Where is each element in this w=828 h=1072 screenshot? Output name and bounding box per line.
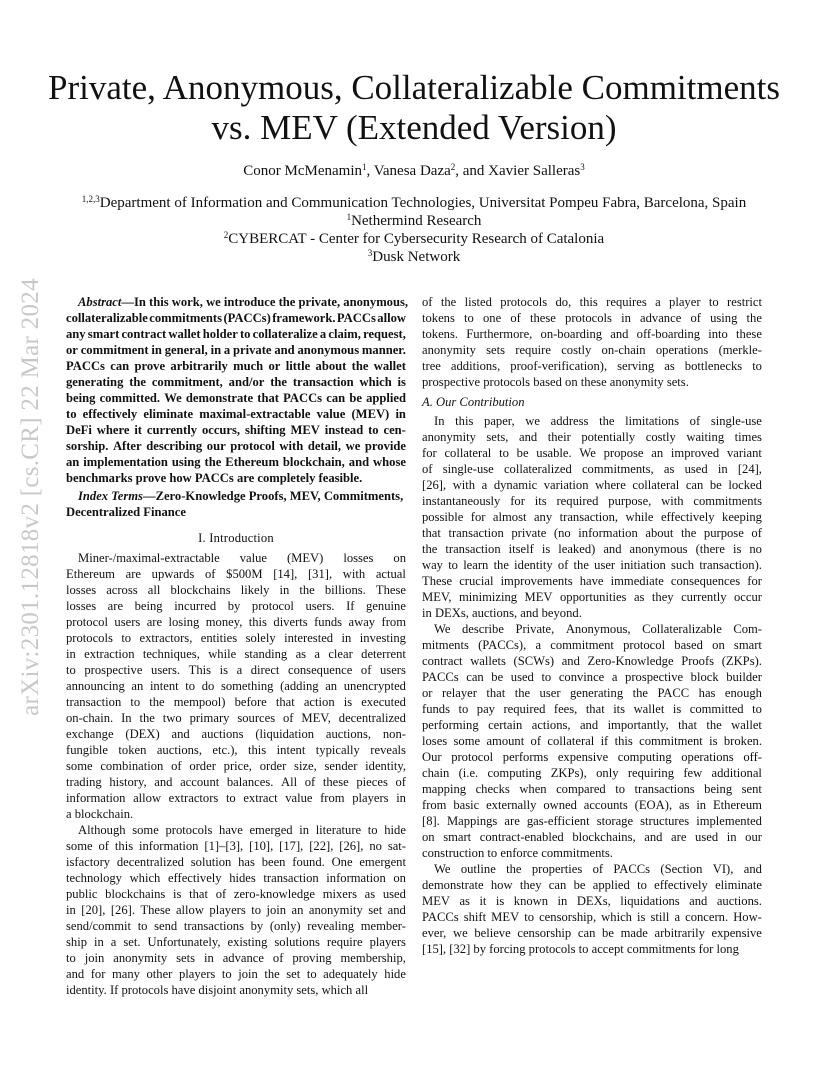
abstract-line: DeFi where it currently occurs, shifting MEV instead to cen-: [66, 423, 406, 437]
right-column: [422, 294, 762, 957]
affiliation-text: Nethermind Research: [351, 213, 482, 229]
author-name: , Vanesa Daza: [366, 163, 451, 179]
paragraph-line: on-chain. In the two primary sources of MEV, decentralized: [66, 711, 406, 725]
paragraph-line: mitments (PACCs), a commitment protocol based on smart: [422, 638, 762, 652]
abstract-line: being committed. We demonstrate that PACCs can be applied: [66, 391, 406, 405]
paragraph-line: send/commit to send transactions by (only) revealing member-: [66, 919, 406, 933]
paragraph-line: in extraction techniques, while standing as a clear deterrent: [66, 647, 406, 661]
author-sup: 1: [362, 162, 367, 172]
abstract-line: or commitment in general, in a private and anonymous manner.: [66, 343, 406, 357]
paragraph-line: contract wallets (SCWs) and Zero-Knowledge Proofs (ZKPs).: [422, 654, 762, 668]
paragraph-line: prospective protocols based on these anonymity sets.: [422, 375, 689, 389]
abstract-line: generating the commitment, and/or the transaction which is: [66, 375, 406, 389]
paragraph-line: technology which effectively hides transaction information on: [66, 871, 406, 885]
text-line-content: In this work, we introduce the private, anonymous,: [133, 295, 409, 309]
abstract-label: Abstract: [78, 295, 122, 309]
abstract-line: collateralizable commitments (PACCs) framework. PACCs allow: [66, 311, 406, 325]
left-column: [66, 294, 409, 998]
abstract-line: Abstract — In this work, we introduce the private, anonymous,: [78, 295, 409, 309]
affiliation-line: [40, 194, 788, 212]
paragraph-line: instantaneously for its required purpose, with commitments: [422, 494, 762, 508]
paragraph-line: ever, we believe censorship can be made arbitrarily expensive: [422, 926, 762, 940]
affiliation-sup: 1,2,3: [81, 194, 100, 204]
paragraph-line: some combination of order price, order size, sender identity,: [66, 759, 406, 773]
affiliation-text: Dusk Network: [372, 249, 461, 265]
paragraph-line: in DEXs, auctions, and beyond.: [422, 606, 582, 620]
author-list: [40, 163, 788, 180]
paragraph-line: some of this information [1]–[3], [10], [17], [22], [26], no sat-: [66, 839, 406, 853]
paragraph-line: PACCs can be used to convince a prospective block builder: [422, 670, 762, 684]
index-terms-line: Decentralized Finance: [66, 505, 186, 519]
abstract-line: benchmarks prove how PACCs are completely feasible.: [66, 471, 363, 485]
paragraph-line: PACCs shift MEV to censorship, which is still a concern. How-: [422, 910, 762, 924]
paragraph-line: on smart contract-enabled blockchains, and are used in our: [422, 830, 762, 844]
paragraph-line: to prospective users. This is a direct consequence of users: [66, 663, 406, 677]
paragraph-line: way to learn the identity of the user initiation such transaction).: [422, 558, 762, 572]
author-sup: 3: [580, 162, 585, 172]
index-terms: [66, 488, 406, 520]
author-name: Conor McMenamin: [243, 163, 362, 179]
affiliation-line: [40, 248, 788, 266]
paragraph-line: that transaction private (no information about the purpose of: [422, 526, 762, 540]
paragraph-line: trading history, and account balances. All of these pieces of: [66, 775, 406, 789]
paragraph-line: MEV, minimizing MEV opportunities as they currently occur: [422, 590, 762, 604]
paragraph-line: from basic externally owned accounts (EOA), as in Ethereum: [422, 798, 762, 812]
title-line: Private, Anonymous, Collateralizable Commitments: [48, 68, 780, 107]
paragraph-line: or relayer that the user generating the PACC has enough: [422, 686, 762, 700]
author-name: , and Xavier Salleras: [455, 163, 581, 179]
paragraph-line: a blockchain.: [66, 807, 134, 821]
paragraph-line: chain (i.e. computing ZKPs), only requiring few additional: [422, 766, 762, 780]
paragraph-line: protocols to extractors, entities solely interested in investing: [66, 631, 406, 645]
paragraph-line: of the listed protocols do, this requires a player to restrict: [422, 295, 762, 309]
index-terms-label: Index Terms: [78, 489, 143, 503]
paragraph: [66, 550, 406, 822]
paragraph-line: exchange (DEX) and auctions (liquidation auctions, non-: [66, 727, 406, 741]
affiliation-text: CYBERCAT - Center for Cybersecurity Research of Catalonia: [228, 231, 605, 247]
paragraph-line: Miner-/maximal-extractable value (MEV) losses on: [78, 551, 406, 565]
introduction-body: [66, 550, 406, 998]
paragraph-line: Ethereum are upwards of $500M [14], [31], with actual: [66, 567, 406, 581]
contribution-body: [422, 413, 762, 957]
paragraph-line: funds to pay required fees, that its wallet is committed to: [422, 702, 762, 716]
paragraph-line: We describe Private, Anonymous, Collateralizable Com-: [434, 622, 762, 636]
author-sup: 2: [450, 162, 456, 172]
paragraph-line: and for many other players to join the set to adequately hide: [66, 967, 406, 981]
affiliation-sup: 2: [223, 230, 229, 240]
abstract-line: to effectively eliminate maximal-extractable value (MEV) in: [66, 407, 406, 421]
paragraph-line: Our protocol performs expensive computing operations off-: [422, 750, 762, 764]
paragraph-line: announcing an intent to do something (adding an unencrypted: [66, 679, 406, 693]
paragraph: [422, 861, 762, 957]
paragraph-line: demonstrate how they can be applied to effectively eliminate: [422, 878, 762, 892]
paragraph-line: tokens to one of these protocols in advance of using the: [422, 311, 762, 325]
abstract-line: PACCs can prove arbitrarily much or little about the wallet: [66, 359, 406, 373]
index-terms-line: Index Terms — Zero-Knowledge Proofs, MEV, Commitments,: [78, 489, 404, 503]
paragraph-line: public blockchains is that of zero-knowledge mixers as used: [66, 887, 406, 901]
paragraph-line: MEV as it is known in DEXs, liquidations and auctions.: [422, 894, 762, 908]
abstract: [66, 294, 409, 486]
paragraph-line: tokens. Furthermore, on-boarding and off-boarding into these: [422, 327, 762, 341]
paragraph-line: to join anonymity sets in advance of proving membership,: [66, 951, 406, 965]
paragraph-line: loses some amount of collateral if this commitment is broken.: [422, 734, 762, 748]
paragraph-line: the transaction itself is leaked) and anonymous (there is no: [422, 542, 762, 556]
paragraph-line: losses are being incurred by protocol users. If genuine: [66, 599, 406, 613]
paragraph-line: tree additions, proof-verification), serving as bottlenecks to: [422, 359, 762, 373]
abstract-line: any smart contract wallet holder to collateralize a claim, request,: [66, 327, 406, 341]
text-line-content: Zero-Knowledge Proofs, MEV, Commitments,: [155, 489, 404, 503]
affiliations: [40, 194, 788, 266]
paragraph-line: mapping checks when compared to transactions being sent: [422, 782, 762, 796]
paragraph-line: identity. If protocols have disjoint anonymity sets, which all: [66, 983, 369, 997]
paragraph-line: These crucial improvements have immediate consequences for: [422, 574, 762, 588]
paragraph-line: We outline the properties of PACCs (Section VI), and: [434, 862, 762, 876]
abstract-line: an implementation using the Ethereum blockchain, and whose: [66, 455, 406, 469]
paragraph-line: losses across all blockchains likely in the billions. These: [66, 583, 406, 597]
affiliation-line: [40, 212, 788, 230]
title-line: vs. MEV (Extended Version): [211, 108, 617, 147]
arxiv-identifier: arXiv:2301.12818v2 [cs.CR] 22 Mar 2024: [17, 278, 44, 716]
paragraph-line: possible for almost any transaction, while effectively keeping: [422, 510, 762, 524]
paragraph-line: in [20], [26]. These allow players to join an anonymity set and: [66, 903, 406, 917]
paragraph-line: performing certain actions, and importantly, that the wallet: [422, 718, 762, 732]
paragraph-line: Although some protocols have emerged in literature to hide: [78, 823, 406, 837]
affiliation-text: Department of Information and Communication Technologies, Universitat Pompeu Fabra, Barcelona, Spain: [99, 195, 747, 211]
paragraph: [66, 822, 406, 998]
paragraph: [422, 413, 762, 621]
paragraph-line: isfactory decentralized solution has been found. One emergent: [66, 855, 406, 869]
paragraph-line: protocol users are losing money, this diverts funds away from: [66, 615, 406, 629]
affiliation-sup: 3: [367, 248, 373, 258]
affiliation-sup: 1: [346, 212, 352, 222]
paragraph-line: of single-use collateralized commitments, as used in [24],: [422, 462, 762, 476]
arxiv-side-stamp: [12, 256, 50, 738]
paragraph-line: construction to enforce commitments.: [422, 846, 613, 860]
paragraph-line: anonymity sets, and their potentially costly waiting times: [422, 430, 762, 444]
paragraph-line: [8]. Mappings are gas-efficient storage structures implemented: [422, 814, 762, 828]
affiliation-line: [40, 230, 788, 248]
paragraph-line: In this paper, we address the limitations of single-use: [434, 414, 762, 428]
abstract-line: sorship. After describing our protocol with detail, we provide: [66, 439, 406, 453]
paragraph-line: anonymity sets require costly on-chain operations (merkle-: [422, 343, 762, 357]
paragraph-line: for collateral to be usable. We propose an improved variant: [422, 446, 762, 460]
section-heading-introduction: I. Introduction: [198, 531, 274, 545]
introduction-continued: [422, 294, 762, 390]
paragraph-line: ship in a set. Unfortunately, existing solutions require players: [66, 935, 406, 949]
paper-title: [40, 68, 788, 148]
paragraph-line: [15], [32] by forcing protocols to accept commitments for long: [422, 942, 739, 956]
paragraph-line: transaction to the mempool) before that action is executed: [66, 695, 406, 709]
paragraph: [422, 621, 762, 861]
paragraph-line: information allow extractors to extract value from players in: [66, 791, 406, 805]
subsection-heading-contribution: A. Our Contribution: [422, 395, 525, 409]
paragraph-line: fungible token auctions, etc.), this intent typically reveals: [66, 743, 406, 757]
paragraph-line: [26], with a dynamic variation where collateral can be locked: [422, 478, 762, 492]
